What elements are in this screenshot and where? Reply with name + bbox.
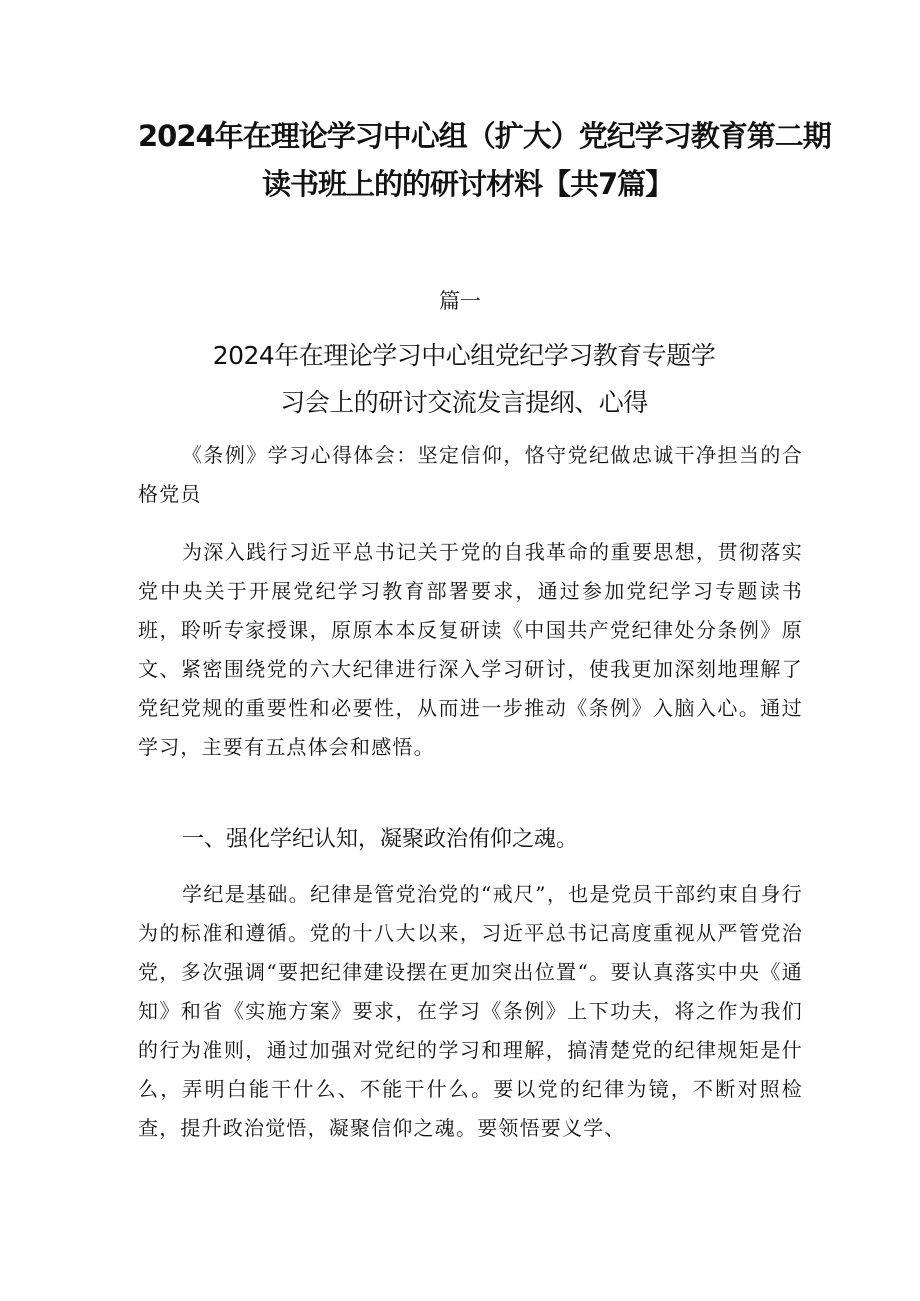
intro-paragraph: 为深入践行习近平总书记关于党的自我革命的重要思想，贯彻落实党中央关于开展党纪学习教育部署要求，通过参加党纪学习专题读书班，聆听专家授课，原原本本反复研读《中国共产党纪律处分条例》原文、紧密围绕党的六大纪律进行深入学习研讨，使我更加深刻地理解了党纪党规的重要性和必要性，从而进一步推动《条例》入脑入心。通过学习，主要有五点体会和感悟。 (138, 540, 803, 759)
subtitle-line-2: 习会上的研讨交流发言提纲、心得 (280, 388, 648, 417)
body-paragraph: 学纪是基础。纪律是管党治党的“戒尺”，也是党员干部约束自身行为的标准和遵循。党的十八大以来，习近平总书记高度重视从严管党治党，多次强调“要把纪律建设摆在更加突出位置“。要认真落实中央《通知》和省《实施方案》要求，在学习《条例》上下功夫，将之作为我们的行为准则，通过加强对党纪的学习和理解，搞清楚党的纪律规矩是什么，弄明白能干什么、不能干什么。要以党的纪律为镜，不断对照检查，提升政治觉悟，凝聚信仰之魂。要领悟要义学、 (138, 882, 803, 1140)
section-heading-1: 一、强化学纪认知，凝聚政治侑仰之魂。 (182, 827, 579, 852)
subtitle-line-1: 2024年在理论学习中心组党纪学习教育专题学 (212, 341, 716, 370)
document-title-line-1: 2024年在理论学习中心组（扩大）党纪学习教育第二期 (138, 119, 831, 153)
document-title-line-2: 读书班上的的研讨材料【共7篇】 (262, 167, 674, 201)
lead-paragraph: 《条例》学习心得体会：坚定信仰，恪守党纪做忠诚干净担当的合格党员 (138, 443, 803, 506)
section-label: 篇一 (439, 289, 481, 313)
